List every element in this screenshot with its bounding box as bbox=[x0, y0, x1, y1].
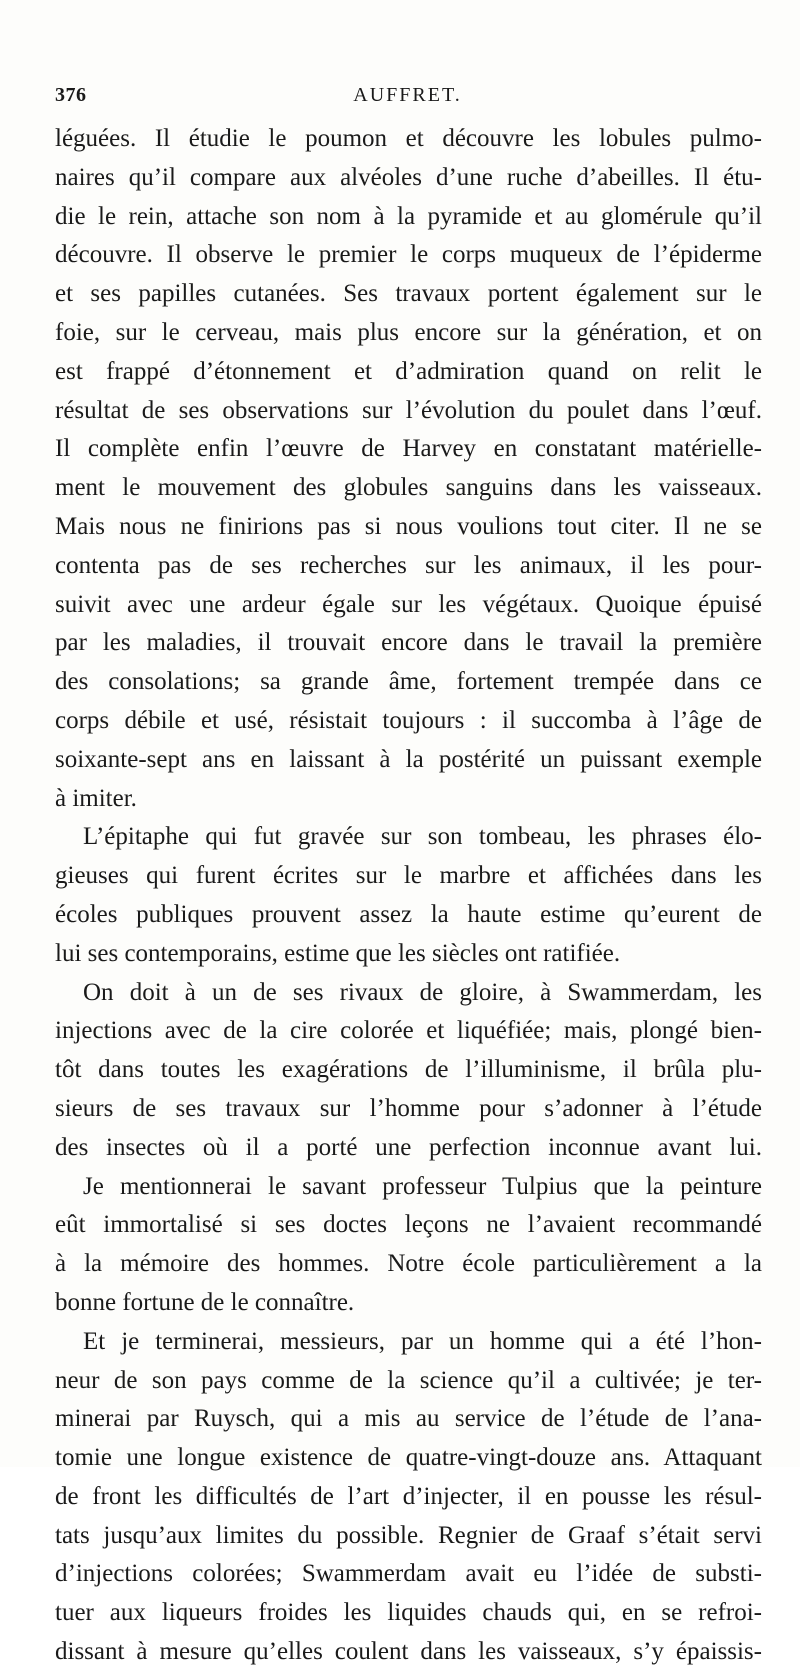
text-line: contenta pas de ses recherches sur les animaux, il les pour- bbox=[55, 551, 762, 579]
text-line: dissant à mesure qu’elles coulent dans les vaisseaux, s’y épaissis- bbox=[55, 1638, 762, 1666]
text-line: soixante-sept ans en laissant à la postérité un puissant exemple bbox=[55, 745, 762, 773]
running-head: AUFFRET. bbox=[353, 84, 462, 106]
text-line: lui ses contemporains, estime que les siècles ont ratifiée. bbox=[55, 939, 621, 967]
text-line: corps débile et usé, résistait toujours : il succomba à l’âge de bbox=[55, 706, 762, 734]
text-line: Mais nous ne finirions pas si nous voulions tout citer. Il ne se bbox=[55, 512, 762, 540]
text-line: par les maladies, il trouvait encore dans le travail la première bbox=[55, 629, 762, 657]
page-number: 376 bbox=[55, 84, 87, 106]
text-line: gieuses qui furent écrites sur le marbre et affichées dans les bbox=[55, 862, 762, 890]
text-line: à la mémoire des hommes. Notre école particulièrement a la bbox=[55, 1250, 762, 1278]
text-line: Je mentionnerai le savant professeur Tulpius que la peinture bbox=[83, 1172, 762, 1200]
text-line: bonne fortune de le connaître. bbox=[55, 1288, 355, 1316]
text-line: Et je terminerai, messieurs, par un homme qui a été l’hon- bbox=[83, 1327, 762, 1355]
page-header bbox=[55, 84, 760, 114]
text-line: die le rein, attache son nom à la pyramide et au glomérule qu’il bbox=[55, 202, 762, 230]
text-line: L’épitaphe qui fut gravée sur son tombeau, les phrases élo- bbox=[83, 823, 762, 851]
text-line: minerai par Ruysch, qui a mis au service de l’étude de l’ana- bbox=[55, 1405, 762, 1433]
text-line: écoles publiques prouvent assez la haute estime qu’eurent de bbox=[55, 900, 762, 928]
text-line: tuer aux liqueurs froides les liquides chauds qui, en se refroi- bbox=[55, 1599, 762, 1627]
text-line: et ses papilles cutanées. Ses travaux portent également sur le bbox=[55, 280, 762, 308]
text-line: suivit avec une ardeur égale sur les végétaux. Quoique épuisé bbox=[55, 590, 762, 618]
text-line: des insectes où il a porté une perfection inconnue avant lui. bbox=[55, 1133, 762, 1161]
text-line: eût immortalisé si ses doctes leçons ne l’avaient recommandé bbox=[55, 1211, 762, 1239]
text-line: injections avec de la cire colorée et liquéfiée; mais, plongé bien- bbox=[55, 1017, 762, 1045]
text-line: de front les difficultés de l’art d’injecter, il en pousse les résul- bbox=[55, 1482, 762, 1510]
text-line: tôt dans toutes les exagérations de l’illuminisme, il brûla plu- bbox=[55, 1056, 762, 1084]
text-line: sieurs de ses travaux sur l’homme pour s’adonner à l’étude bbox=[55, 1094, 762, 1122]
text-line: Il complète enfin l’œuvre de Harvey en constatant matérielle- bbox=[55, 435, 762, 463]
text-line: ment le mouvement des globules sanguins dans les vaisseaux. bbox=[55, 474, 762, 502]
text-line: résultat de ses observations sur l’évolution du poulet dans l’œuf. bbox=[55, 396, 762, 424]
text-line: On doit à un de ses rivaux de gloire, à Swammerdam, les bbox=[83, 978, 762, 1006]
text-line: découvre. Il observe le premier le corps muqueux de l’épiderme bbox=[55, 241, 762, 269]
text-line: neur de son pays comme de la science qu’il a cultivée; je ter- bbox=[55, 1366, 762, 1394]
text-line: d’injections colorées; Swammerdam avait eu l’idée de substi- bbox=[55, 1560, 762, 1588]
text-line: léguées. Il étudie le poumon et découvre les lobules pulmo- bbox=[55, 125, 762, 152]
text-line: naires qu’il compare aux alvéoles d’une ruche d’abeilles. Il étu- bbox=[55, 163, 762, 191]
text-line: à imiter. bbox=[55, 784, 137, 812]
body-text bbox=[55, 120, 762, 1672]
text-line: des consolations; sa grande âme, fortement trempée dans ce bbox=[55, 668, 762, 696]
text-line: tomie une longue existence de quatre-vingt-douze ans. Attaquant bbox=[55, 1444, 762, 1472]
text-line: est frappé d’étonnement et d’admiration quand on relit le bbox=[55, 357, 762, 385]
text-line: tats jusqu’aux limites du possible. Regnier de Graaf s’était servi bbox=[55, 1521, 762, 1549]
text-line: foie, sur le cerveau, mais plus encore sur la génération, et on bbox=[55, 318, 762, 346]
